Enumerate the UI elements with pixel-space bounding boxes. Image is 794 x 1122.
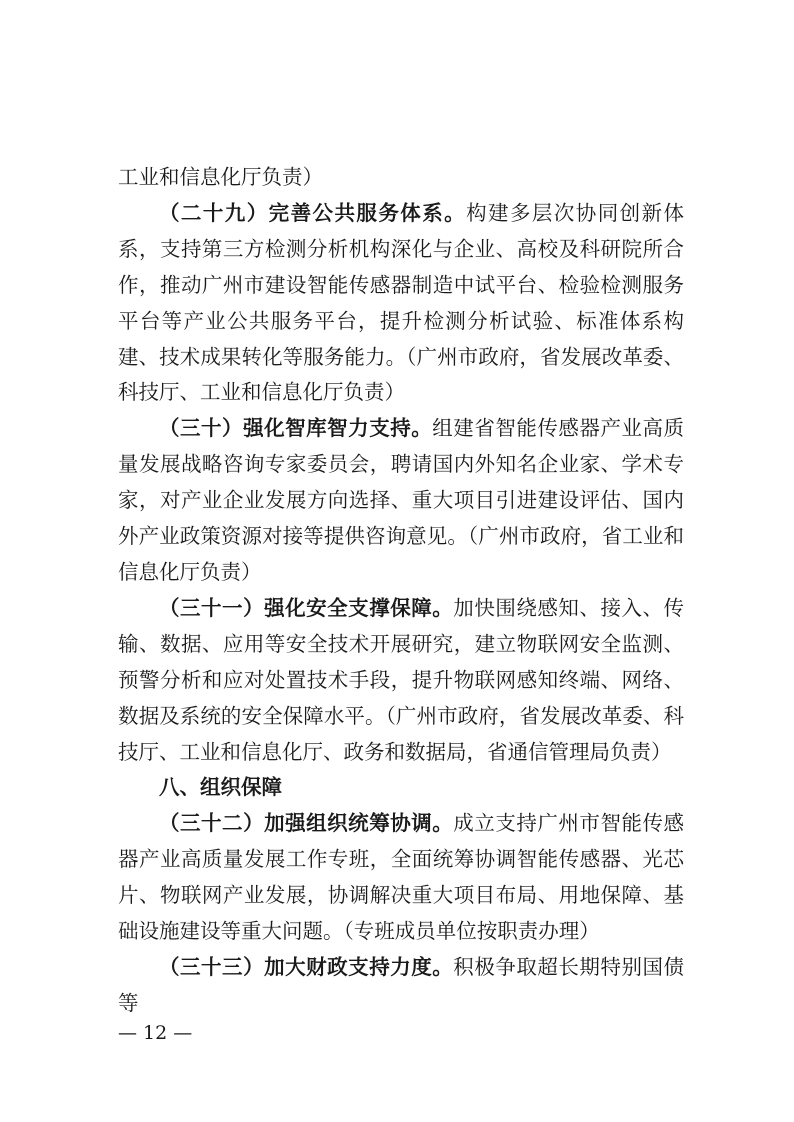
paragraph-30 <box>118 411 684 591</box>
paragraph-body: 加快围绕感知、接入、传输、数据、应用等安全技术开展研究，建立物联网安全监测、预警分析和应对处置技术手段，提升物联网感知终端、网络、数据及系统的安全保障水平。（广州市政府，省发展改革委、科技厅、工业和信息化厅、政务和数据局，省通信管理局负责） <box>118 595 685 764</box>
paragraph-32 <box>118 806 684 950</box>
paragraph-31 <box>118 591 684 771</box>
paragraph-body: 构建多层次协同创新体系，支持第三方检测分析机构深化与企业、高校及科研院所合作，推动广州市建设智能传感器制造中试平台、检验检测服务平台等产业公共服务平台，提升检测分析试验、标准体系构建、技术成果转化等服务能力。（广州市政府，省发展改革委、科技厅、工业和信息化厅负责） <box>118 200 685 405</box>
continuation-line: 工业和信息化厅负责） <box>118 165 323 189</box>
section-heading: 八、组织保障 <box>159 775 282 800</box>
page-number: — 12 — <box>118 1022 193 1044</box>
paragraph-29 <box>118 196 684 411</box>
paragraph-lead: （三十三）加大财政支持力度。 <box>159 954 454 979</box>
paragraph-33 <box>118 950 684 1022</box>
paragraph-lead: （二十九）完善公共服务体系。 <box>159 200 467 225</box>
paragraph-lead: （三十二）加强组织统筹协调。 <box>159 811 454 836</box>
body-text <box>118 160 684 1022</box>
paragraph-body: 组建省智能传感器产业高质量发展战略咨询专家委员会，聘请国内外知名企业家、学术专家，对产业企业发展方向选择、重大项目引进建设评估、国内外产业政策资源对接等提供咨询意见。（广州市政府，省工业和信息化厅负责） <box>118 416 685 584</box>
paragraph-body: 积极争取超长期特别国债等 <box>118 954 685 1015</box>
paragraph-lead: （三十）强化智库智力支持。 <box>159 416 433 441</box>
paragraph-body: 成立支持广州市智能传感器产业高质量发展工作专班，全面统筹协调智能传感器、光芯片、物联网产业发展，协调解决重大项目布局、用地保障、基础设施建设等重大问题。（专班成员单位按职责办理） <box>118 811 685 944</box>
paragraph-lead: （三十一）强化安全支撑保障。 <box>159 595 454 620</box>
